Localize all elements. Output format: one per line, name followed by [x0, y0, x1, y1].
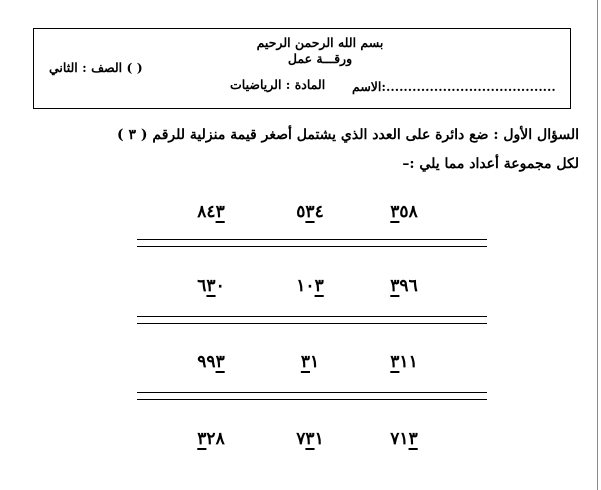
number-option[interactable]: ٧٣١ — [296, 429, 324, 449]
question-1-line-1: السؤال الأول : ضع دائرة على العدد الذي يشتمل أصغر قيمة منزلية للرقم ( ٣ ) — [117, 127, 579, 143]
subject-label: المادة : الرياضيات — [230, 77, 326, 92]
class-label — [49, 62, 143, 75]
name-label-text: الاسم:....................................... — [352, 79, 556, 94]
question-1-line-2: لكل مجموعة أعداد مما يلي :– — [402, 156, 579, 172]
number-option[interactable]: ٣٥٨ — [390, 202, 418, 222]
separator-line — [137, 316, 487, 324]
question-1 — [19, 121, 579, 179]
name-field[interactable] — [352, 81, 556, 94]
number-option[interactable]: ٣١١ — [390, 352, 418, 372]
separator-line — [137, 392, 487, 400]
number-option[interactable]: ٣٢٨ — [197, 429, 225, 449]
number-option[interactable]: ٦٣٠ — [197, 276, 225, 296]
number-option[interactable]: ٧١٣ — [390, 429, 418, 449]
worksheet-title: ورقـــة عمل — [287, 51, 353, 66]
number-option[interactable]: ١٠٣ — [296, 276, 324, 296]
number-option[interactable]: ٣٩٦ — [390, 276, 418, 296]
number-option[interactable]: ٩٩٣ — [197, 352, 225, 372]
number-option[interactable]: ٣١ — [300, 352, 320, 372]
worksheet-header — [33, 28, 571, 109]
class-label-text: الصف : الثاني ( ) — [49, 60, 143, 75]
basmala: بسم الله الرحمن الرحيم — [256, 35, 384, 50]
page-edge — [597, 0, 598, 490]
number-option[interactable]: ٥٣٤ — [296, 202, 324, 222]
separator-line — [137, 239, 487, 247]
number-option[interactable]: ٨٤٣ — [197, 202, 225, 222]
